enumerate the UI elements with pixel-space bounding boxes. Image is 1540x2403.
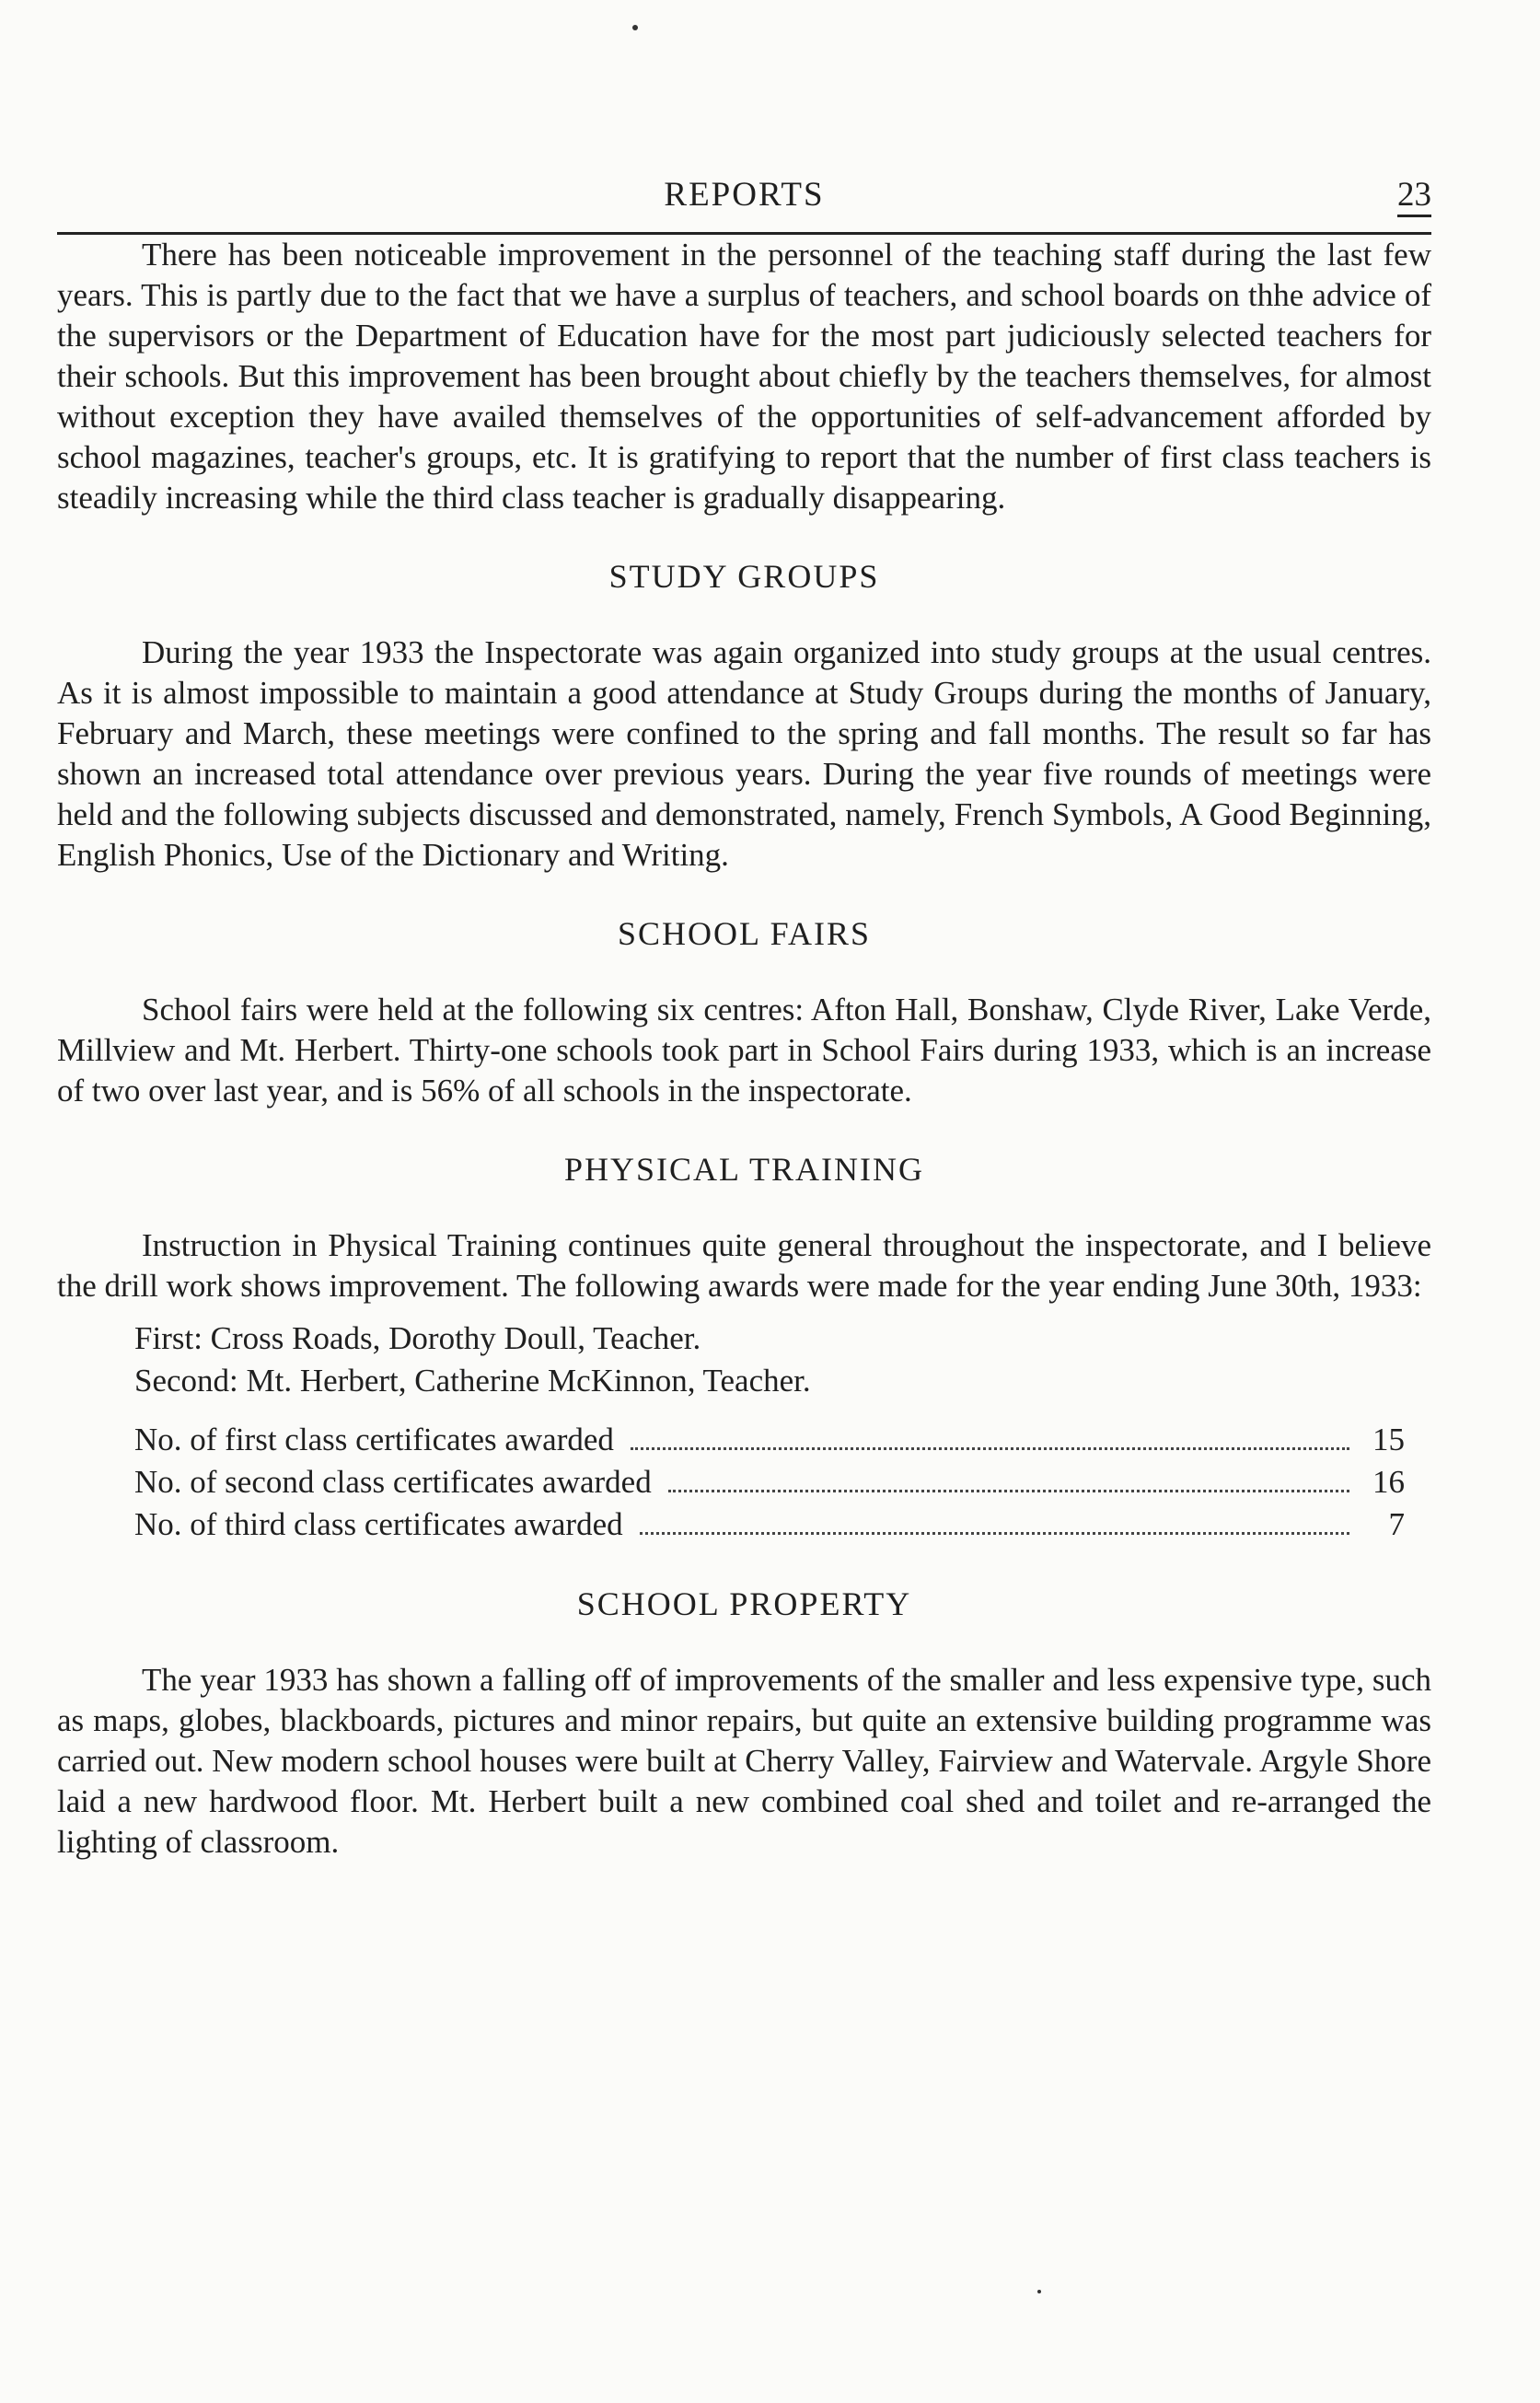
school-property-paragraph: The year 1933 has shown a falling off of improvements of the smaller and less expensive type, such as maps, globes, blackboards, pictures and minor repairs, but quite an extensive building programme was carried out. New modern school houses were built at Cherry Valley, Fairview and Watervale. Argyle Shore laid a new hardwood floor. Mt. Herbert built a new combined coal shed and toilet and re-arranged the lighting of classroom.	[57, 1662, 1431, 1860]
dot-leader	[640, 1532, 1349, 1535]
school-property-heading: SCHOOL PROPERTY	[576, 1585, 912, 1622]
print-speck	[1037, 2290, 1041, 2293]
page-number: 23	[1397, 177, 1431, 217]
page-body	[57, 235, 1431, 1863]
page-header	[57, 175, 1431, 235]
certificate-table	[134, 1419, 1405, 1546]
certificate-label: No. of third class certificates awarded	[134, 1506, 623, 1542]
study-groups-paragraph: During the year 1933 the Inspectorate was again organized into study groups at the usual centres. As it is almost impossible to maintain a good attendance at Study Groups during the months of January, February and March, these meetings were confined to the spring and fall months. The result so far has shown an increased total attendance over previous years. During the year five rounds of meetings were held and the following subjects discussed and demonstrated, namely, French Symbols, A Good Beginning, English Phonics, Use of the Dictionary and Writing.	[57, 634, 1431, 873]
dot-leader	[631, 1447, 1349, 1450]
awards-list	[134, 1318, 1431, 1402]
physical-training-heading: PHYSICAL TRAINING	[563, 1151, 924, 1188]
physical-training-paragraph: Instruction in Physical Training continues quite general throughout the inspectorate, and I believe the drill work shows improvement. The following awards were made for the year ending June 30th, 1933:	[57, 1227, 1431, 1304]
study-groups-heading: STUDY GROUPS	[608, 558, 880, 595]
second-award: Second: Mt. Herbert, Catherine McKinnon, Teacher.	[134, 1363, 811, 1399]
school-fairs-heading: SCHOOL FAIRS	[617, 915, 872, 952]
certificate-label: No. of first class certificates awarded	[134, 1422, 614, 1457]
print-speck	[632, 25, 638, 30]
first-award: First: Cross Roads, Dorothy Doull, Teacher.	[134, 1320, 701, 1356]
certificate-count: 16	[1372, 1464, 1405, 1500]
certificate-row	[134, 1503, 1405, 1546]
certificate-label: No. of second class certificates awarded	[134, 1464, 652, 1500]
certificate-row	[134, 1461, 1405, 1503]
certificate-row	[134, 1419, 1405, 1461]
certificate-count: 7	[1388, 1506, 1405, 1542]
running-head: REPORTS	[664, 176, 825, 214]
school-fairs-paragraph: School fairs were held at the following six centres: Afton Hall, Bonshaw, Clyde River, Lake Verde, Millview and Mt. Herbert. Thirty-one schools took part in School Fairs during 1933, which is an increase of two over last year, and is 56% of all schools in the inspectorate.	[57, 992, 1431, 1109]
document-page	[57, 175, 1431, 1863]
dot-leader	[668, 1490, 1349, 1492]
certificate-count: 15	[1372, 1422, 1405, 1457]
teaching-staff-paragraph: There has been noticeable improvement in the personnel of the teaching staff during the last few years. This is partly due to the fact that we have a surplus of teachers, and school boards on thhe advice of the supervisors or the Department of Education have for the most part judiciously selected teachers for their schools. But this improvement has been brought about chiefly by the teachers themselves, for almost without exception they have availed themselves of the opportunities of self-advancement afforded by school magazines, teacher's groups, etc. It is gratifying to report that the number of first class teachers is steadily increasing while the third class teacher is gradually disappearing.	[57, 237, 1431, 516]
